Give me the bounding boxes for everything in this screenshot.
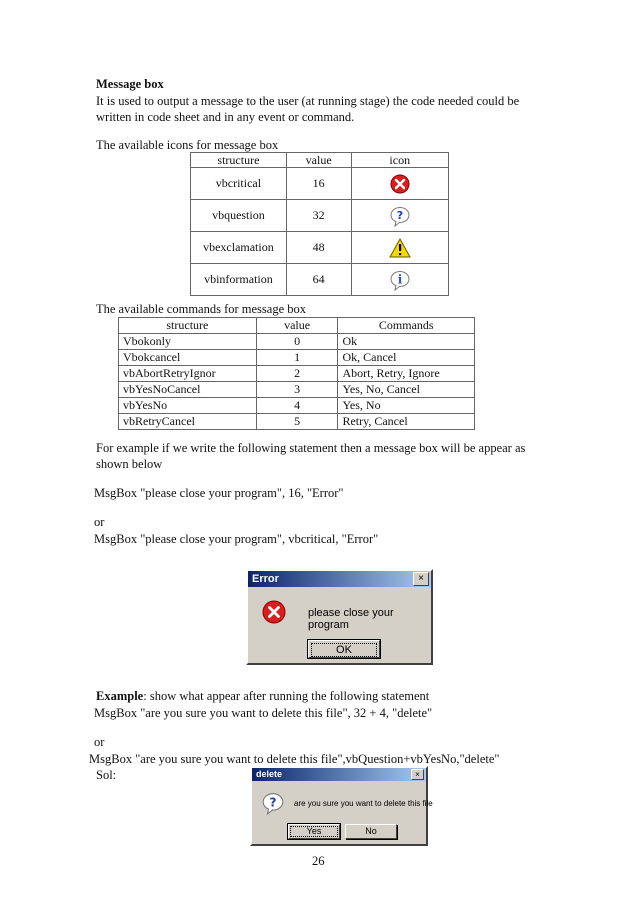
icons-table-header — [191, 153, 449, 168]
code-line-3: MsgBox "are you sure you want to delete this file", 32 + 4, "delete" — [94, 706, 433, 720]
question-icon — [389, 205, 411, 227]
table-row — [119, 398, 475, 414]
close-icon[interactable]: × — [413, 572, 429, 586]
commands-table-header — [119, 318, 475, 334]
structure-cell: vbquestion — [191, 200, 287, 232]
dialog-message: please close your program — [308, 607, 394, 631]
structure-cell: vbAbortRetryIgnor — [119, 366, 257, 382]
structure-cell: vbinformation — [191, 264, 287, 296]
code-line-4: MsgBox "are you sure you want to delete this file",vbQuestion+vbYesNo,"delete" — [89, 752, 500, 766]
value-cell: 48 — [286, 232, 351, 264]
close-icon[interactable]: × — [411, 769, 424, 780]
value-cell: 5 — [256, 414, 338, 430]
commands-cell: Ok — [338, 334, 475, 350]
commands-caption: The available commands for message box — [96, 302, 306, 316]
delete-dialog — [250, 766, 433, 846]
commands-cell: Retry, Cancel — [338, 414, 475, 430]
table-row — [191, 264, 449, 296]
structure-cell: vbcritical — [191, 168, 287, 200]
code-line-1: MsgBox "please close your program", 16, "Error" — [94, 486, 344, 500]
dialog-title: Error — [252, 573, 279, 585]
ok-button[interactable] — [308, 640, 380, 658]
dialog-message: are you sure you want to delete this file — [294, 799, 433, 808]
header-structure: structure — [119, 318, 257, 334]
commands-cell: Yes, No — [338, 398, 475, 414]
value-cell: 3 — [256, 382, 338, 398]
question-icon — [261, 791, 285, 815]
header-icon: icon — [351, 153, 448, 168]
table-row — [191, 168, 449, 200]
table-row — [119, 350, 475, 366]
dialog-title: delete — [256, 769, 283, 779]
code-line-2: MsgBox "please close your program", vbcritical, "Error" — [94, 532, 379, 546]
header-structure: structure — [191, 153, 287, 168]
value-cell: 32 — [286, 200, 351, 232]
table-row — [191, 200, 449, 232]
icons-table — [190, 152, 449, 296]
icons-caption: The available icons for message box — [96, 138, 279, 152]
table-row — [119, 414, 475, 430]
information-icon — [389, 269, 411, 291]
structure-cell: vbexclamation — [191, 232, 287, 264]
svg-text:i: i — [397, 272, 403, 286]
exclamation-icon — [389, 237, 411, 259]
value-cell: 1 — [256, 350, 338, 366]
structure-cell: vbRetryCancel — [119, 414, 257, 430]
no-button[interactable]: No — [345, 824, 397, 839]
example-2-line — [96, 688, 429, 704]
table-row — [191, 232, 449, 264]
dialog-titlebar — [252, 768, 426, 781]
header-value: value — [256, 318, 338, 334]
example-line-2: shown below — [96, 457, 163, 471]
value-cell: 0 — [256, 334, 338, 350]
value-cell: 64 — [286, 264, 351, 296]
header-commands: Commands — [338, 318, 475, 334]
page-number: 26 — [312, 854, 325, 868]
yes-button[interactable] — [288, 824, 340, 839]
svg-text:?: ? — [396, 208, 403, 222]
structure-cell: Vbokonly — [119, 334, 257, 350]
commands-cell: Abort, Retry, Ignore — [338, 366, 475, 382]
value-cell: 16 — [286, 168, 351, 200]
example-text: : show what appear after running the following statement — [143, 689, 430, 703]
value-cell: 4 — [256, 398, 338, 414]
header-value: value — [286, 153, 351, 168]
intro-line-1: It is used to output a message to the user (at running stage) the code needed could be — [96, 94, 520, 108]
section-heading: Message box — [96, 77, 164, 91]
example-label: Example — [96, 689, 144, 703]
value-cell: 2 — [256, 366, 338, 382]
structure-cell: vbYesNo — [119, 398, 257, 414]
intro-line-2: written in code sheet and in any event or command. — [96, 110, 355, 124]
commands-cell: Ok, Cancel — [338, 350, 475, 366]
critical-icon — [389, 173, 411, 195]
commands-table — [118, 317, 475, 430]
structure-cell: vbYesNoCancel — [119, 382, 257, 398]
table-row — [119, 366, 475, 382]
dialog-titlebar — [248, 571, 431, 587]
commands-cell: Yes, No, Cancel — [338, 382, 475, 398]
or-text-2: or — [94, 735, 105, 749]
table-row — [119, 334, 475, 350]
example-line-1: For example if we write the following statement then a message box will be appear as — [96, 441, 526, 455]
yes-button-label: Yes — [290, 826, 338, 837]
error-dialog — [246, 569, 433, 665]
ok-button-label: OK — [311, 643, 377, 657]
svg-text:?: ? — [269, 795, 277, 810]
sol-label: Sol: — [96, 768, 117, 782]
table-row — [119, 382, 475, 398]
critical-icon — [261, 599, 287, 625]
structure-cell: Vbokcancel — [119, 350, 257, 366]
or-text-1: or — [94, 515, 105, 529]
